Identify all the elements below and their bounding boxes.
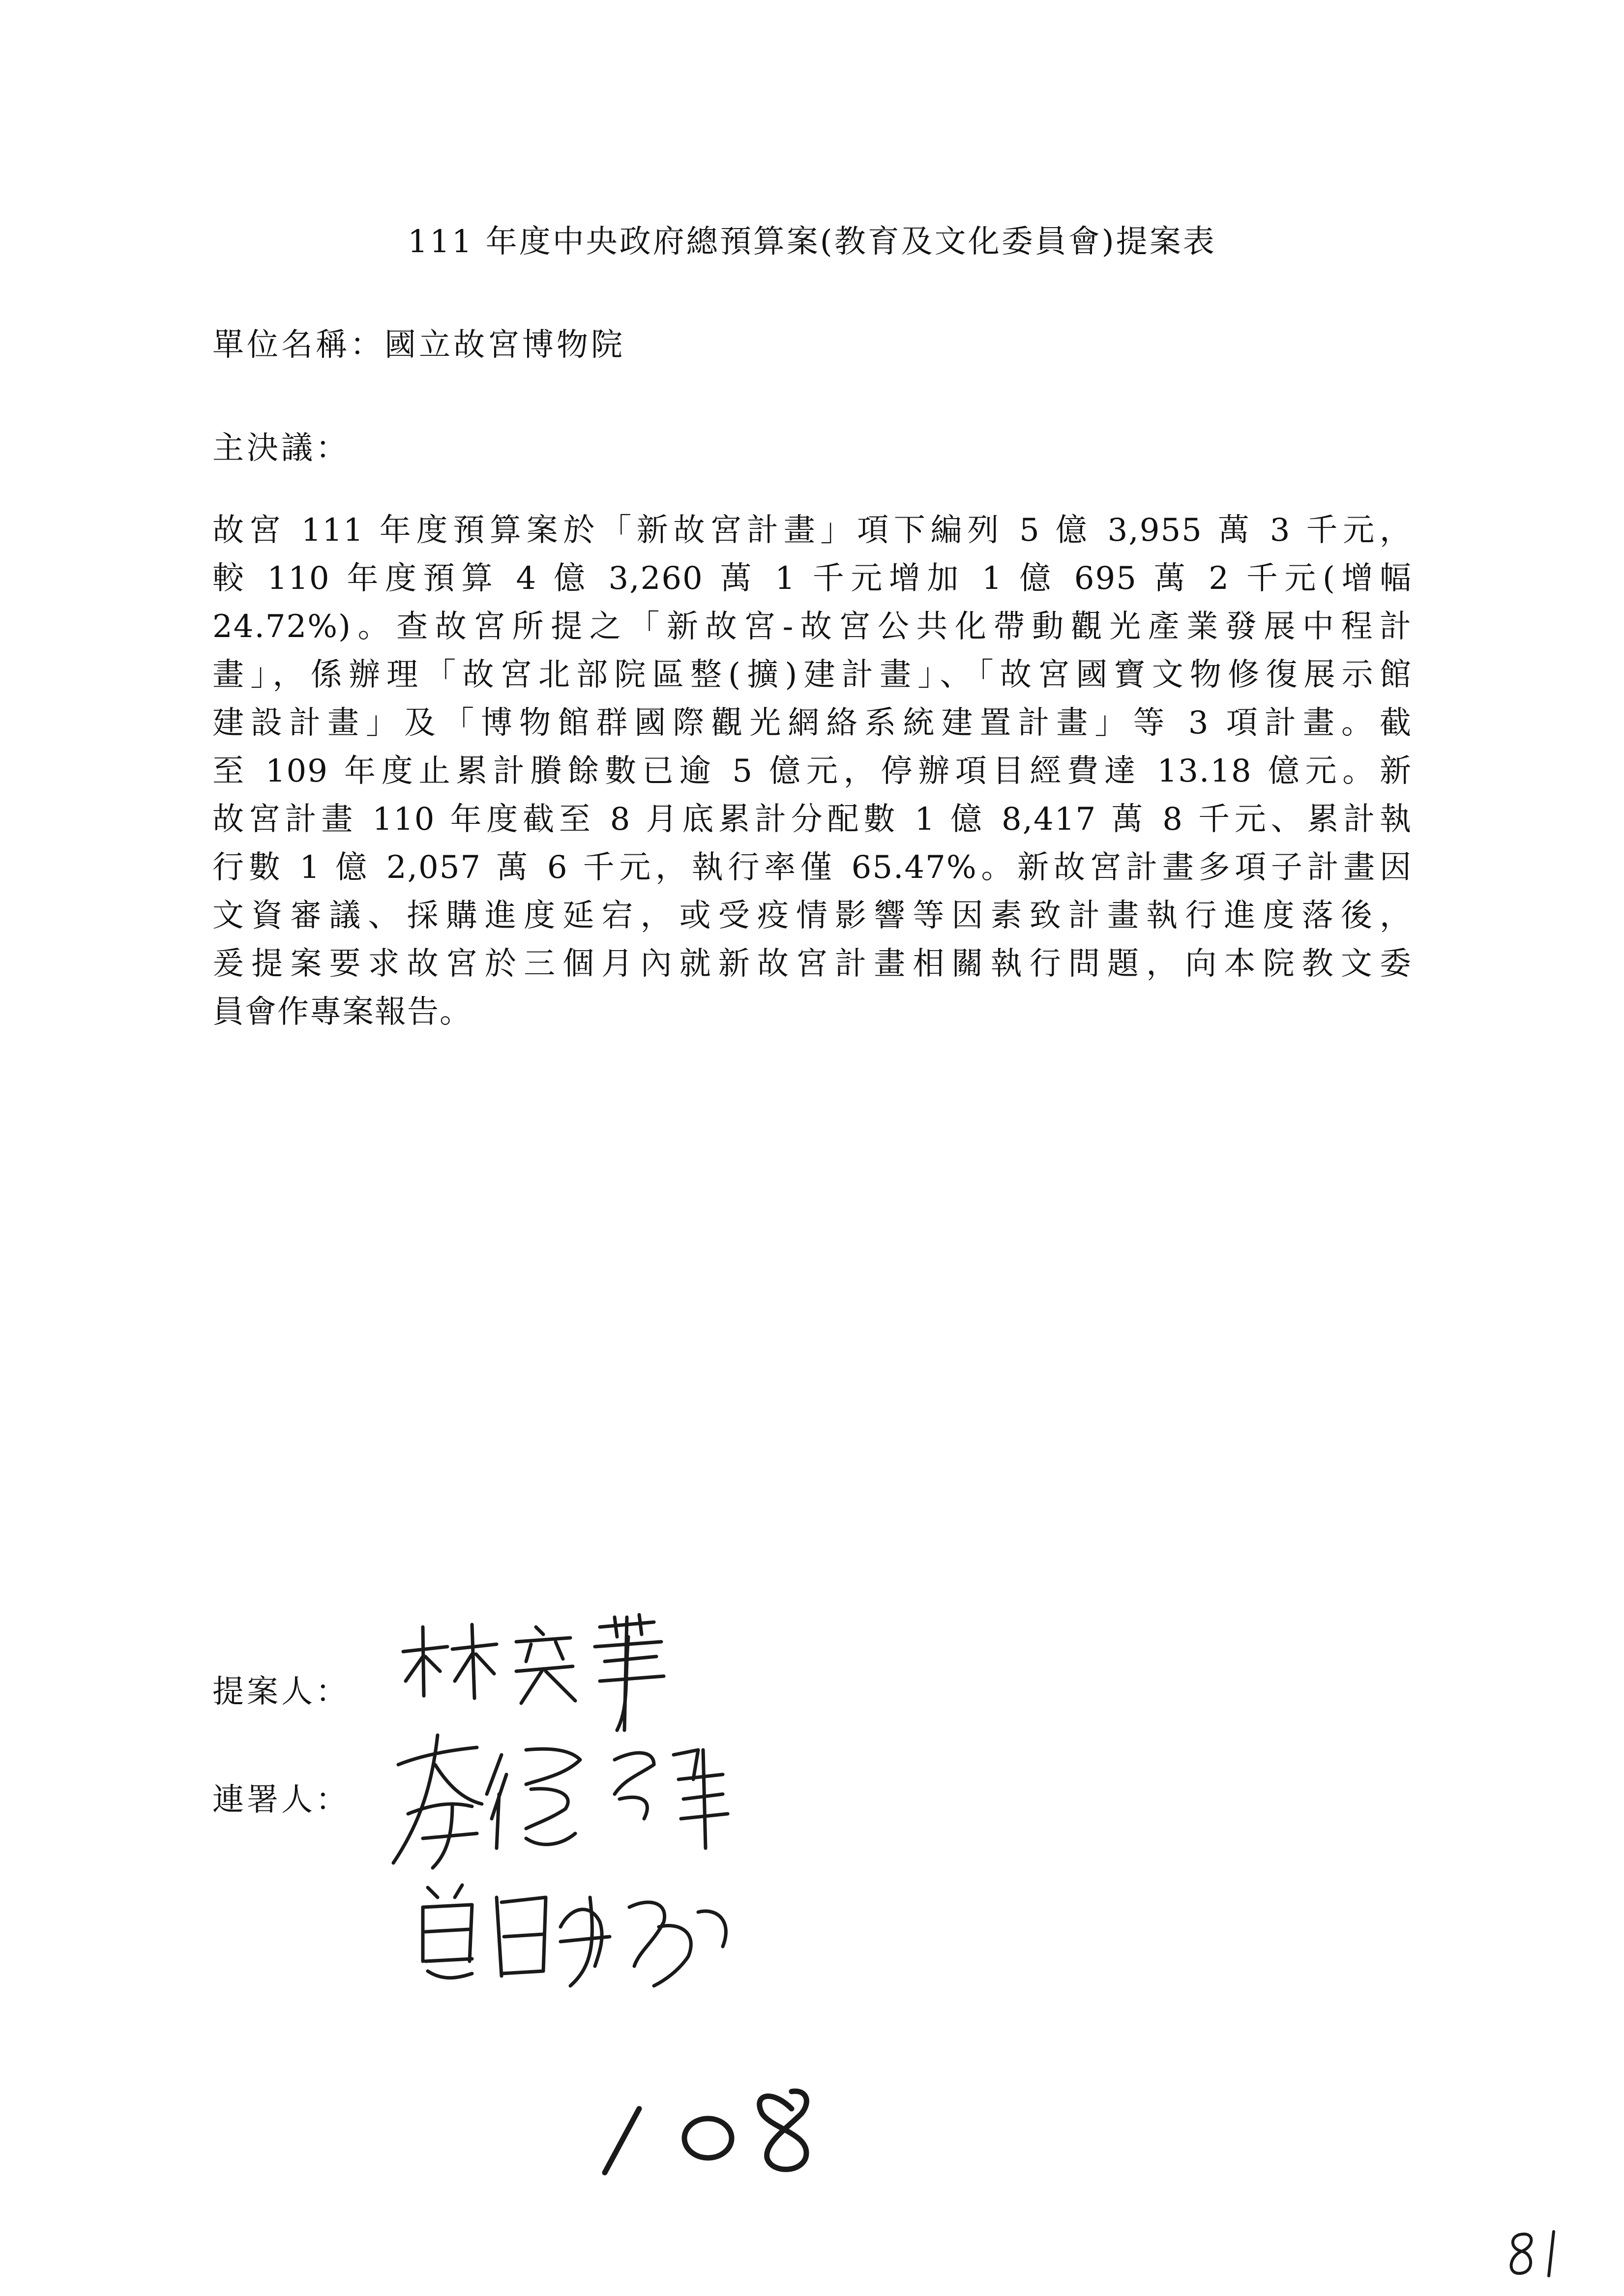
body-line: 故宮 111 年度預算案於「新故宮計畫」項下編列 5 億 3,955 萬 3 千元， xyxy=(212,512,1412,549)
body-line: 建設計畫」及「博物館群國際觀光網絡系統建置計畫」等 3 項計畫。截 xyxy=(212,705,1412,741)
page-number-81 xyxy=(1500,2227,1573,2281)
cosigner-signature-1 xyxy=(379,1720,747,1878)
body-line: 文資審議、採購進度延宕，或受疫情影響等因素致計畫執行進度落後， xyxy=(212,898,1412,934)
body-line: 24.72%)。查故宮所提之「新故宮-故宮公共化帶動觀光產業發展中程計 xyxy=(212,609,1412,645)
main-resolution-label: 主決議： xyxy=(212,430,350,466)
cosigner-label: 連署人： xyxy=(212,1782,350,1818)
cosigner-signature-2 xyxy=(403,1868,747,1996)
unit-name: 單位名稱：國立故宮博物院 xyxy=(212,327,625,363)
body-line: 故宮計畫 110 年度截至 8 月底累計分配數 1 億 8,417 萬 8 千元、累計執 xyxy=(212,801,1412,838)
body-line: 至 109 年度止累計賸餘數已逾 5 億元，停辦項目經費達 13.18 億元。新 xyxy=(212,753,1412,789)
handwritten-number-108 xyxy=(575,2079,851,2178)
body-line: 行數 1 億 2,057 萬 6 千元，執行率僅 65.47%。新故宮計畫多項子計畫因 xyxy=(212,849,1412,886)
body-line: 較 110 年度預算 4 億 3,260 萬 1 千元增加 1 億 695 萬 2 千元(增幅 xyxy=(212,560,1412,597)
body-line: 畫」，係辦理「故宮北部院區整(擴)建計畫」、「故宮國寶文物修復展示館 xyxy=(212,657,1412,693)
body-line: 員會作專案報告。 xyxy=(212,994,472,1030)
body-line: 爰提案要求故宮於三個月內就新故宮計畫相關執行問題，向本院教文委 xyxy=(212,946,1412,982)
document-title: 111 年度中央政府總預算案(教育及文化委員會)提案表 xyxy=(408,224,1216,260)
proposer-signature xyxy=(393,1607,738,1735)
resolution-body xyxy=(212,506,1412,1036)
proposer-label: 提案人： xyxy=(212,1674,350,1710)
